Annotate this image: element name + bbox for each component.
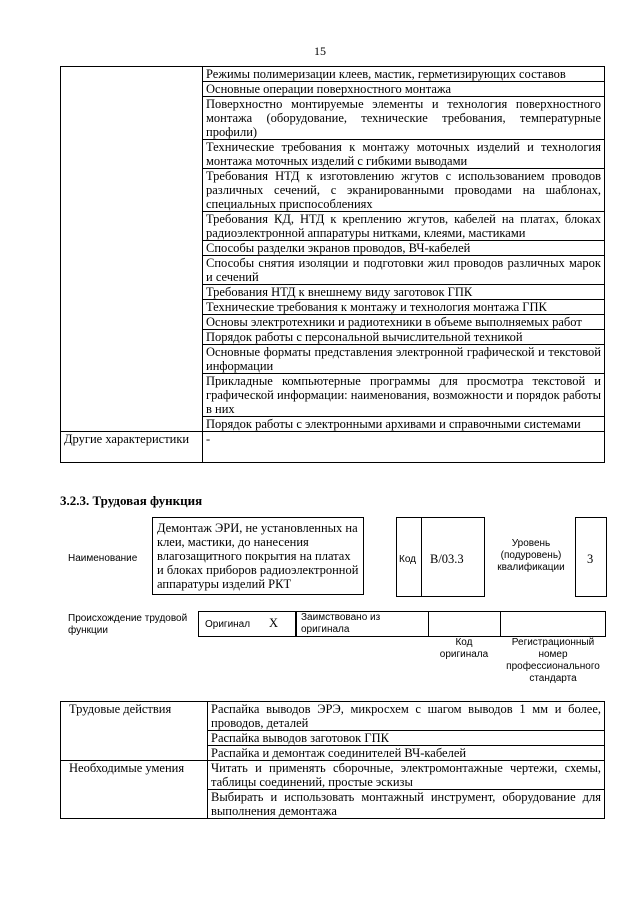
knowledge-item: Порядок работы с персональной вычислительной техникой xyxy=(203,330,605,345)
knowledge-left-cell xyxy=(61,67,203,432)
knowledge-item: Требования НТД к внешнему виду заготовок ГПК xyxy=(203,285,605,300)
code-label: Код xyxy=(399,554,417,565)
code-original-cell xyxy=(427,611,501,637)
knowledge-item: Требования КД, НТД к креплению жгутов, кабелей на платах, блоках радиоэлектронной аппаратуры нитками, клеями, мастиками xyxy=(203,212,605,241)
borrowed-label: Заимствовано из оригинала xyxy=(301,612,381,635)
skills-label: Необходимые умения xyxy=(61,761,208,819)
other-row xyxy=(61,432,605,463)
level-cell xyxy=(575,517,607,597)
function-name-value: Демонтаж ЭРИ, не установленных на клеи, мастики, до нанесения влагозащитного покрытия на платах и блоках приборов радиоэлектронной аппаратуры изделий РКТ xyxy=(157,521,359,591)
other-value: - xyxy=(203,432,605,463)
labor-actions-item: Распайка выводов заготовок ГПК xyxy=(208,731,605,746)
knowledge-item: Прикладные компьютерные программы для просмотра текстовой и графической информации: наименования, возможности и порядок работы в них xyxy=(203,374,605,417)
knowledge-item: Основы электротехники и радиотехники в объеме выполняемых работ xyxy=(203,315,605,330)
labor-actions-item: Распайка выводов ЭРЭ, микросхем с шагом выводов 1 мм и более, проводов, деталей xyxy=(208,702,605,731)
code-cell xyxy=(396,517,422,597)
page-number: 15 xyxy=(314,44,326,58)
code-original-label: Код оригинала xyxy=(439,637,489,660)
knowledge-item: Поверхностно монтируемые элементы и технология поверхностного монтажа (оборудование, технические требования, температурные профили) xyxy=(203,97,605,140)
knowledge-item: Способы снятия изоляции и подготовки жил проводов различных марок и сечений xyxy=(203,256,605,285)
knowledge-item: Способы разделки экранов проводов, ВЧ-кабелей xyxy=(203,241,605,256)
section-heading: 3.2.3. Трудовая функция xyxy=(60,493,203,508)
actions-skills-table xyxy=(60,701,605,819)
labor-actions-row xyxy=(61,702,605,731)
skills-row xyxy=(61,761,605,790)
code-value-cell xyxy=(421,517,485,597)
knowledge-item: Основные операции поверхностного монтажа xyxy=(203,82,605,97)
reg-number-cell xyxy=(500,611,606,637)
level-value: 3 xyxy=(587,552,594,566)
knowledge-item: Основные форматы представления электронной графической и текстовой информации xyxy=(203,345,605,374)
function-name-box xyxy=(152,517,364,595)
skills-item: Читать и применять сборочные, электромонтажные чертежи, схемы, таблицы соединений, простые эскизы xyxy=(208,761,605,790)
knowledge-table xyxy=(60,66,605,463)
code-value: B/03.3 xyxy=(430,552,464,566)
original-label: Оригинал xyxy=(205,619,251,630)
origin-label: Происхождение трудовой функции xyxy=(68,613,188,636)
original-mark: X xyxy=(269,616,279,630)
knowledge-item: Требования НТД к изготовлению жгутов с использованием проводов различных сечений, с экранированными проводами на шаблонах, специальных приспособлениях xyxy=(203,169,605,212)
labor-actions-label: Трудовые действия xyxy=(61,702,208,761)
skills-item: Выбирать и использовать монтажный инструмент, оборудование для выполнения демонтажа xyxy=(208,790,605,819)
name-label: Наименование xyxy=(68,553,138,564)
level-label: Уровень (подуровень) квалификации xyxy=(497,538,565,573)
labor-actions-item: Распайка и демонтаж соединителей ВЧ-кабелей xyxy=(208,746,605,761)
knowledge-row xyxy=(61,67,605,82)
knowledge-item: Порядок работы с электронными архивами и справочными системами xyxy=(203,417,605,432)
knowledge-item: Технические требования к монтажу моточных изделий и технология монтажа моточных изделий с гибкими выводами xyxy=(203,140,605,169)
knowledge-item: Режимы полимеризации клеев, мастик, герметизирующих составов xyxy=(203,67,605,82)
other-label: Другие характеристики xyxy=(61,432,203,463)
original-cell xyxy=(198,611,297,637)
reg-number-label: Регистрационный номер профессионального стандарта xyxy=(506,637,600,684)
knowledge-item: Технические требования к монтажу и технология монтажа ГПК xyxy=(203,300,605,315)
borrowed-cell xyxy=(295,611,429,637)
